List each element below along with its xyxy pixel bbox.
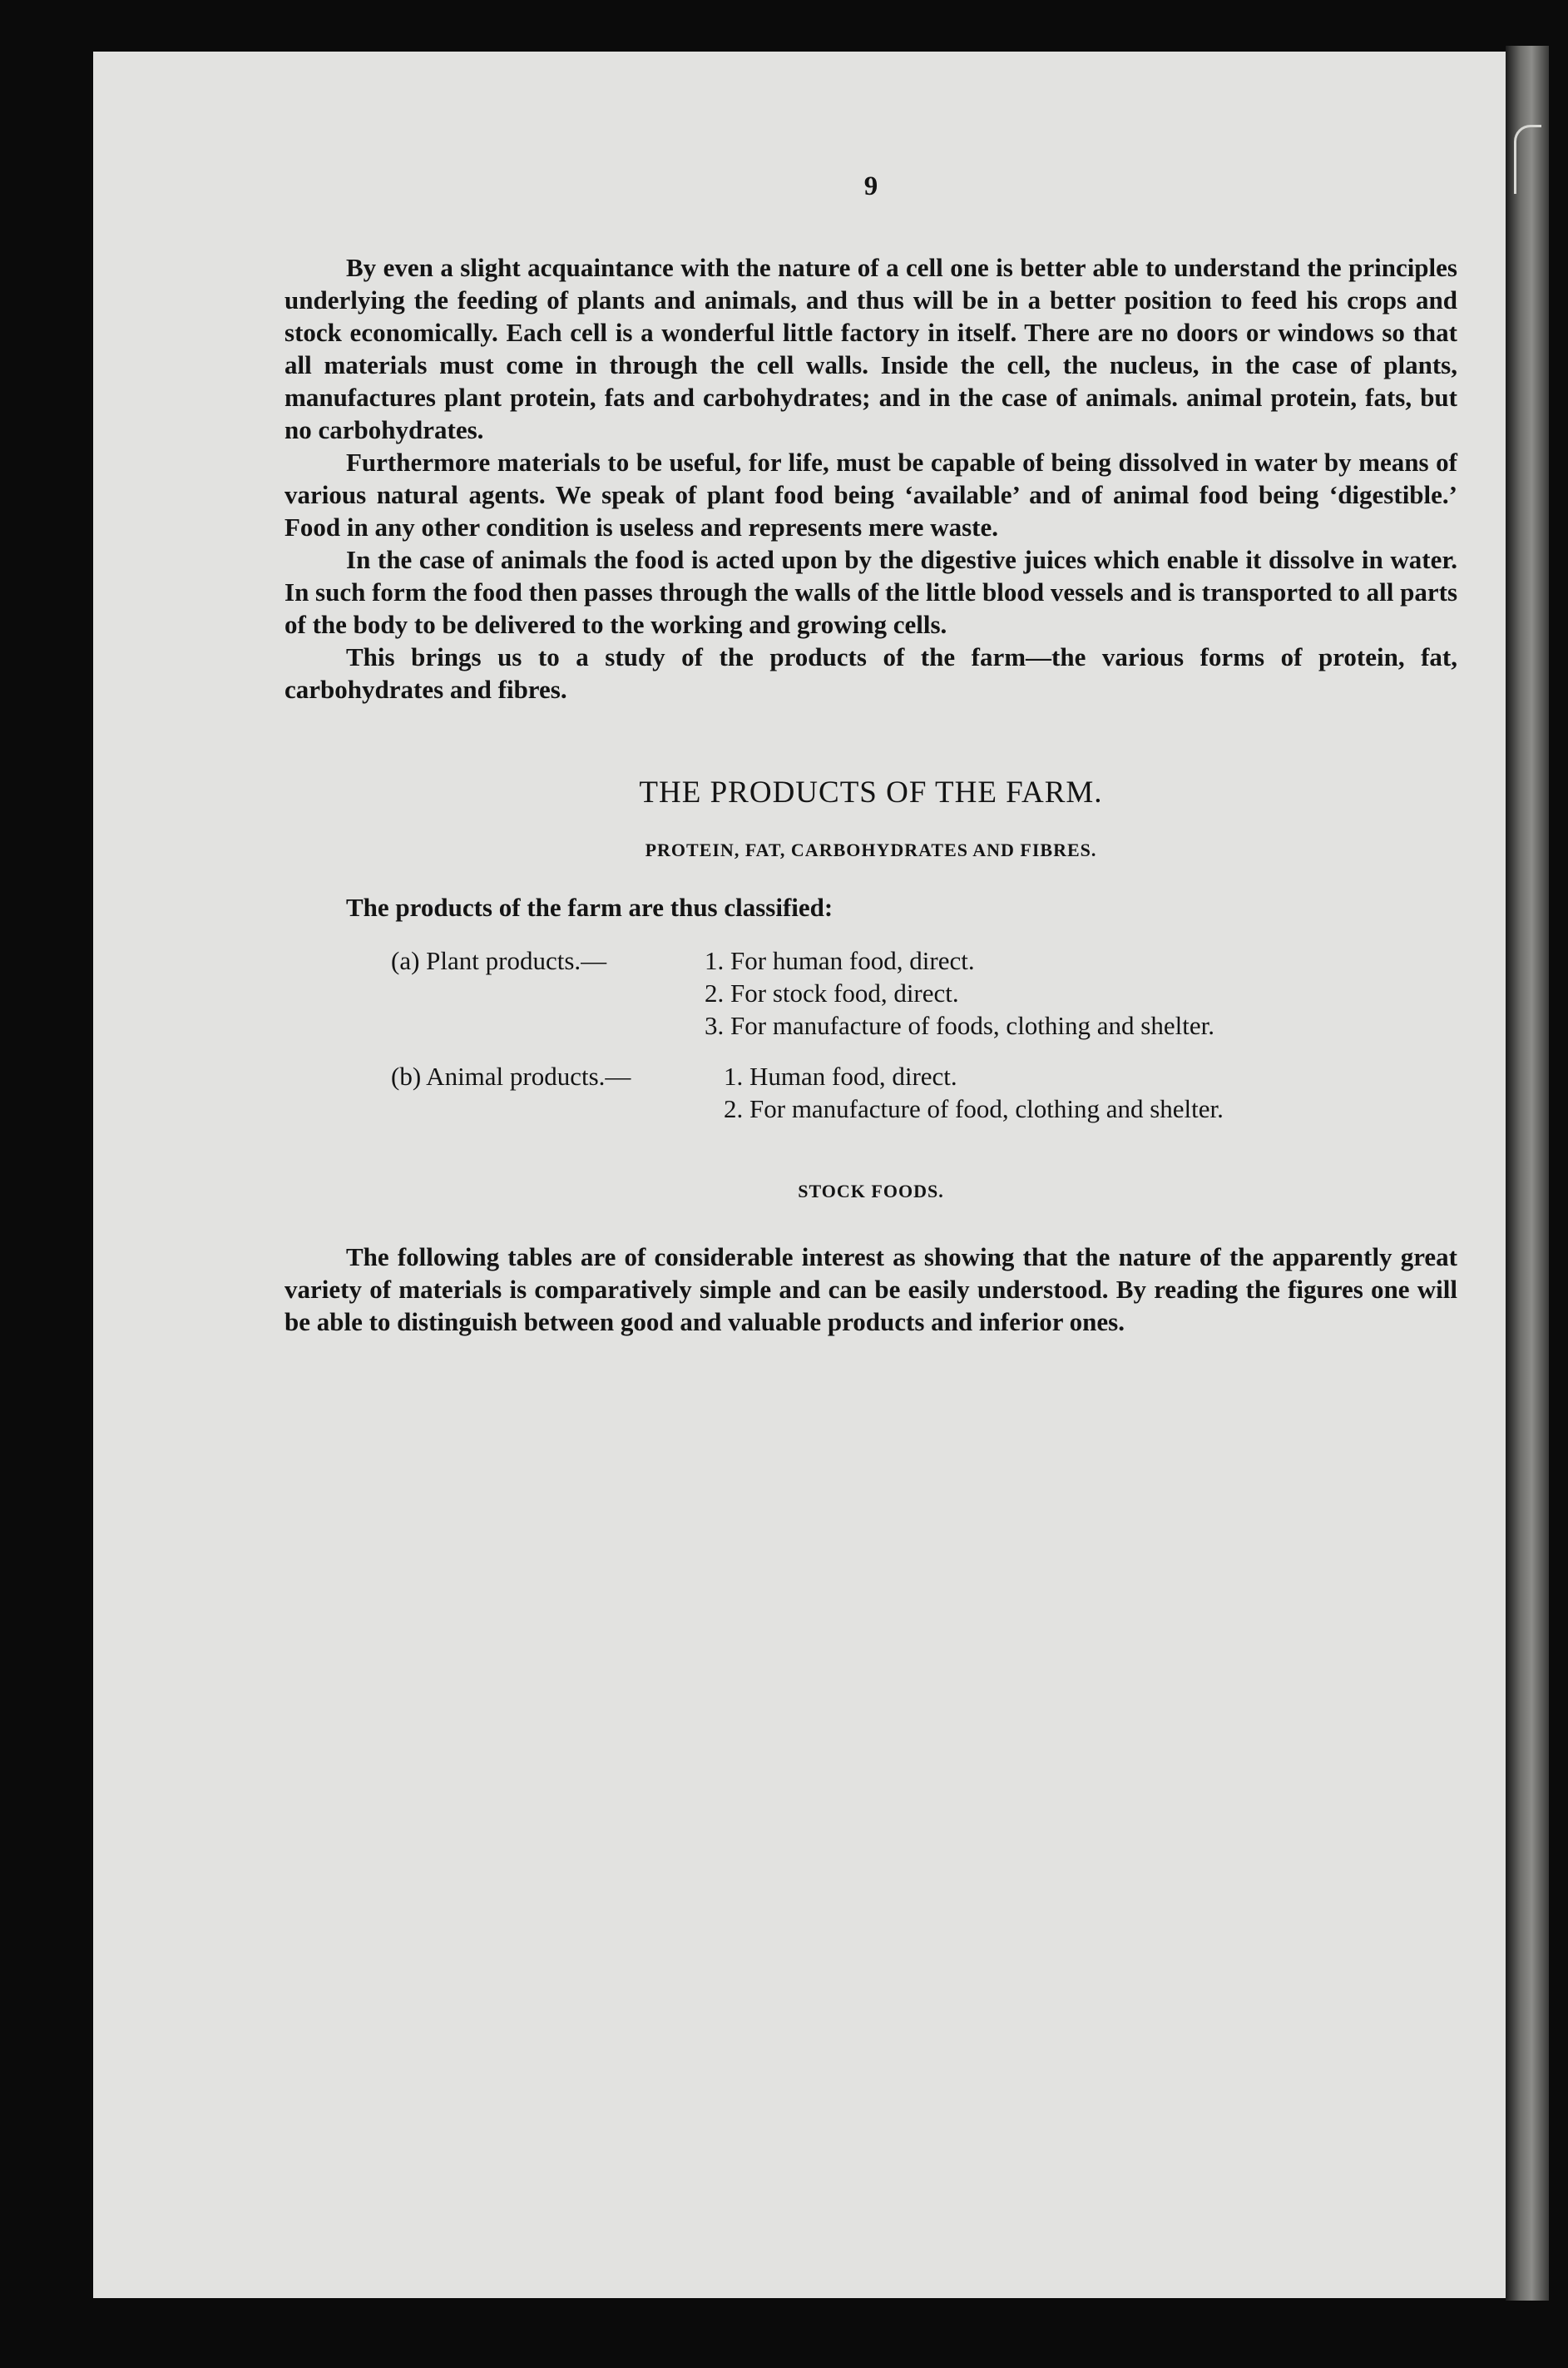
list-item — [284, 944, 1457, 977]
animal-products-head: (b) Animal products.— — [391, 1062, 631, 1091]
section-title: THE PRODUCTS OF THE FARM. — [639, 775, 1103, 810]
list-item — [284, 1009, 1457, 1042]
stock-foods-title: STOCK FOODS. — [798, 1181, 944, 1201]
plant-item-1: 1. For human food, direct. — [705, 946, 975, 975]
animal-products-list — [284, 1060, 1457, 1125]
list-item — [284, 1092, 1457, 1125]
book-edge — [1506, 46, 1549, 2301]
plant-item-2: 2. For stock food, direct. — [705, 978, 959, 1008]
page-number: 9 — [863, 171, 878, 201]
animal-item-1: 1. Human food, direct. — [724, 1062, 957, 1091]
paragraph-products-study: This brings us to a study of the products of the farm—the various forms of protein, fat, carbohydrates and fibres. — [284, 642, 1457, 704]
paragraph-digestion: In the case of animals the food is acted upon by the digestive juices which enable it dissolve in water. In such form the food then passes through the walls of the little blood vessels and is transported to all parts of the body to be delivered to the working and growing cells. — [284, 545, 1458, 639]
plant-products-list — [284, 944, 1457, 1042]
paragraph-dissolved: Furthermore materials to be useful, for life, must be capable of being dissolved in water by means of various natural agents. We speak of plant food being ‘available’ and of animal food being ‘digestible.’ Food in any other condition is useless and represents mere waste. — [284, 448, 1457, 542]
paragraph-stock-foods: The following tables are of considerable interest as showing that the nature of the apparently great variety of materials is comparatively simple and can be easily understood. By reading the figures one will be able to distinguish between good and valuable products and inferior ones. — [284, 1242, 1457, 1336]
plant-item-3: 3. For manufacture of foods, clothing and shelter. — [705, 1011, 1214, 1040]
section-subtitle: PROTEIN, FAT, CARBOHYDRATES AND FIBRES. — [645, 840, 1097, 860]
list-item — [284, 1060, 1457, 1092]
list-item — [284, 977, 1457, 1009]
page-curl — [1514, 125, 1541, 194]
paragraph-cell-intro: By even a slight acquaintance with the nature of a cell one is better able to understand the principles underlying the feeding of plants and animals, and thus will be in a better position to feed his crops and stock economically. Each cell is a wonderful little factory in itself. There are no doors or windows so that all materials must come in through the cell walls. Inside the cell, the nucleus, in the case of plants, manufactures plant protein, fats and carbohydrates; and in the case of animals. animal protein, fats, but no carbohydrates. — [284, 253, 1457, 444]
animal-item-2: 2. For manufacture of food, clothing and shelter. — [724, 1094, 1224, 1123]
page-content — [284, 171, 1457, 1338]
plant-products-head: (a) Plant products.— — [391, 946, 607, 975]
classified-lead: The products of the farm are thus classified: — [346, 893, 833, 922]
